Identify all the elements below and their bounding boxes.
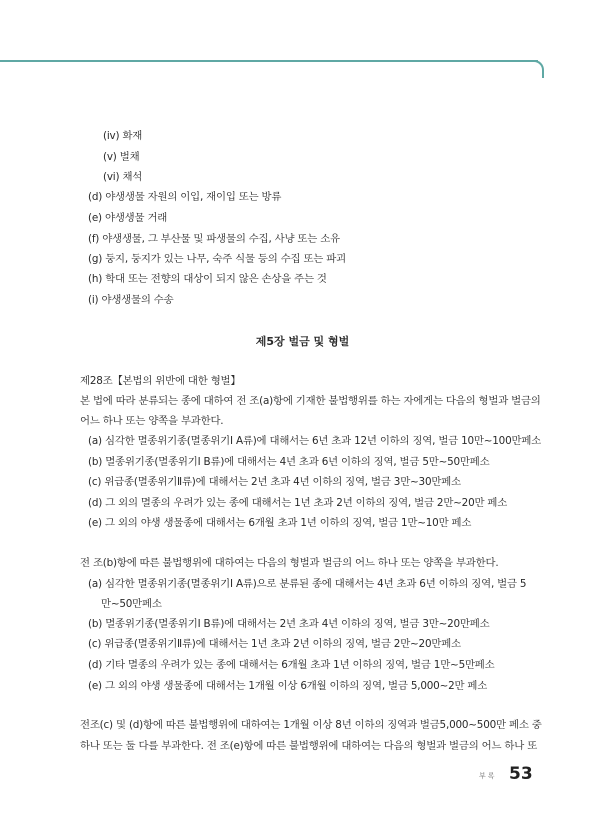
- page-number: 53: [509, 764, 533, 784]
- paragraph-line: 어느 하나 또는 양쪽을 부과한다.: [80, 415, 224, 427]
- paragraph-line: 본 법에 따라 분류되는 종에 대하여 전 조(a)항에 기재한 불법행위를 하는 자에게는 다음의 형벌과 벌금의: [80, 395, 541, 407]
- article-heading: 제28조【본법의 위반에 대한 형벌】: [80, 375, 241, 387]
- footer-section-label: 부록: [479, 772, 497, 780]
- penalty-item-continuation: 만~50만페소: [101, 598, 162, 610]
- penalty-item: (c) 위급종(멸종위기Ⅱ류)에 대해서는 1년 초과 2년 이하의 징역, 벌금 2만~20만페소: [88, 638, 461, 650]
- penalty-item: (e) 그 외의 야생 생물종에 대해서는 6개월 초과 1년 이하의 징역, 벌금 1만~10만 페소: [88, 517, 472, 529]
- list-item: (vi) 채석: [103, 171, 143, 183]
- list-item: (i) 야생생물의 수송: [88, 294, 174, 306]
- paragraph-line: 전조(c) 및 (d)항에 따른 불법행위에 대하여는 1개월 이상 8년 이하의 징역과 벌금5,000~500만 페소 중: [80, 719, 542, 731]
- list-item: (d) 야생생물 자원의 이입, 재이입 또는 방류: [88, 191, 282, 203]
- penalty-item: (e) 그 외의 야생 생물종에 대해서는 1개월 이상 6개월 이하의 징역, 벌금 5,000~2만 페소: [88, 680, 488, 692]
- chapter-title: 제5장 벌금 및 형벌: [255, 335, 350, 348]
- paragraph-line: 전 조(b)항에 따른 불법행위에 대하여는 다음의 형벌과 벌금의 어느 하나 또는 양쪽을 부과한다.: [80, 557, 499, 569]
- penalty-item: (d) 그 외의 멸종의 우려가 있는 종에 대해서는 1년 초과 2년 이하의 징역, 벌금 2만~20만 페소: [88, 497, 508, 509]
- paragraph-line: 하나 또는 둘 다를 부과한다. 전 조(e)항에 따른 불법행위에 대하여는 다음의 형벌과 벌금의 어느 하나 또: [80, 740, 538, 752]
- header-rule: [0, 60, 538, 62]
- penalty-item: (b) 멸종위기종(멸종위기Ⅰ B류)에 대해서는 2년 초과 4년 이하의 징역, 벌금 3만~20만페소: [88, 618, 490, 630]
- penalty-item: (c) 위급종(멸종위기Ⅱ류)에 대해서는 2년 초과 4년 이하의 징역, 벌금 3만~30만페소: [88, 476, 461, 488]
- penalty-item: (b) 멸종위기종(멸종위기Ⅰ B류)에 대해서는 4년 초과 6년 이하의 징역, 벌금 5만~50만페소: [88, 456, 490, 468]
- list-item: (iv) 화재: [103, 130, 143, 142]
- penalty-item: (d) 기타 멸종의 우려가 있는 종에 대해서는 6개월 초과 1년 이하의 징역, 벌금 1만~5만페소: [88, 659, 495, 671]
- list-item: (v) 벌채: [103, 151, 140, 163]
- header-corner-bracket: [530, 60, 544, 78]
- list-item: (e) 야생생물 거래: [88, 212, 168, 224]
- list-item: (f) 야생생물, 그 부산물 및 파생물의 수집, 사냥 또는 소유: [88, 233, 340, 245]
- list-item: (h) 학대 또는 전향의 대상이 되지 않은 손상을 주는 것: [88, 273, 327, 285]
- penalty-item: (a) 심각한 멸종위기종(멸종위기Ⅰ A류)에 대해서는 6년 초과 12년 이하의 징역, 벌금 10만~100만페소: [88, 435, 542, 447]
- penalty-item: (a) 심각한 멸종위기종(멸종위기Ⅰ A류)으로 분류된 종에 대해서는 4년 초과 6년 이하의 징역, 벌금 5: [88, 578, 527, 590]
- list-item: (g) 둥지, 둥지가 있는 나무, 숙주 식물 등의 수집 또는 파괴: [88, 253, 346, 265]
